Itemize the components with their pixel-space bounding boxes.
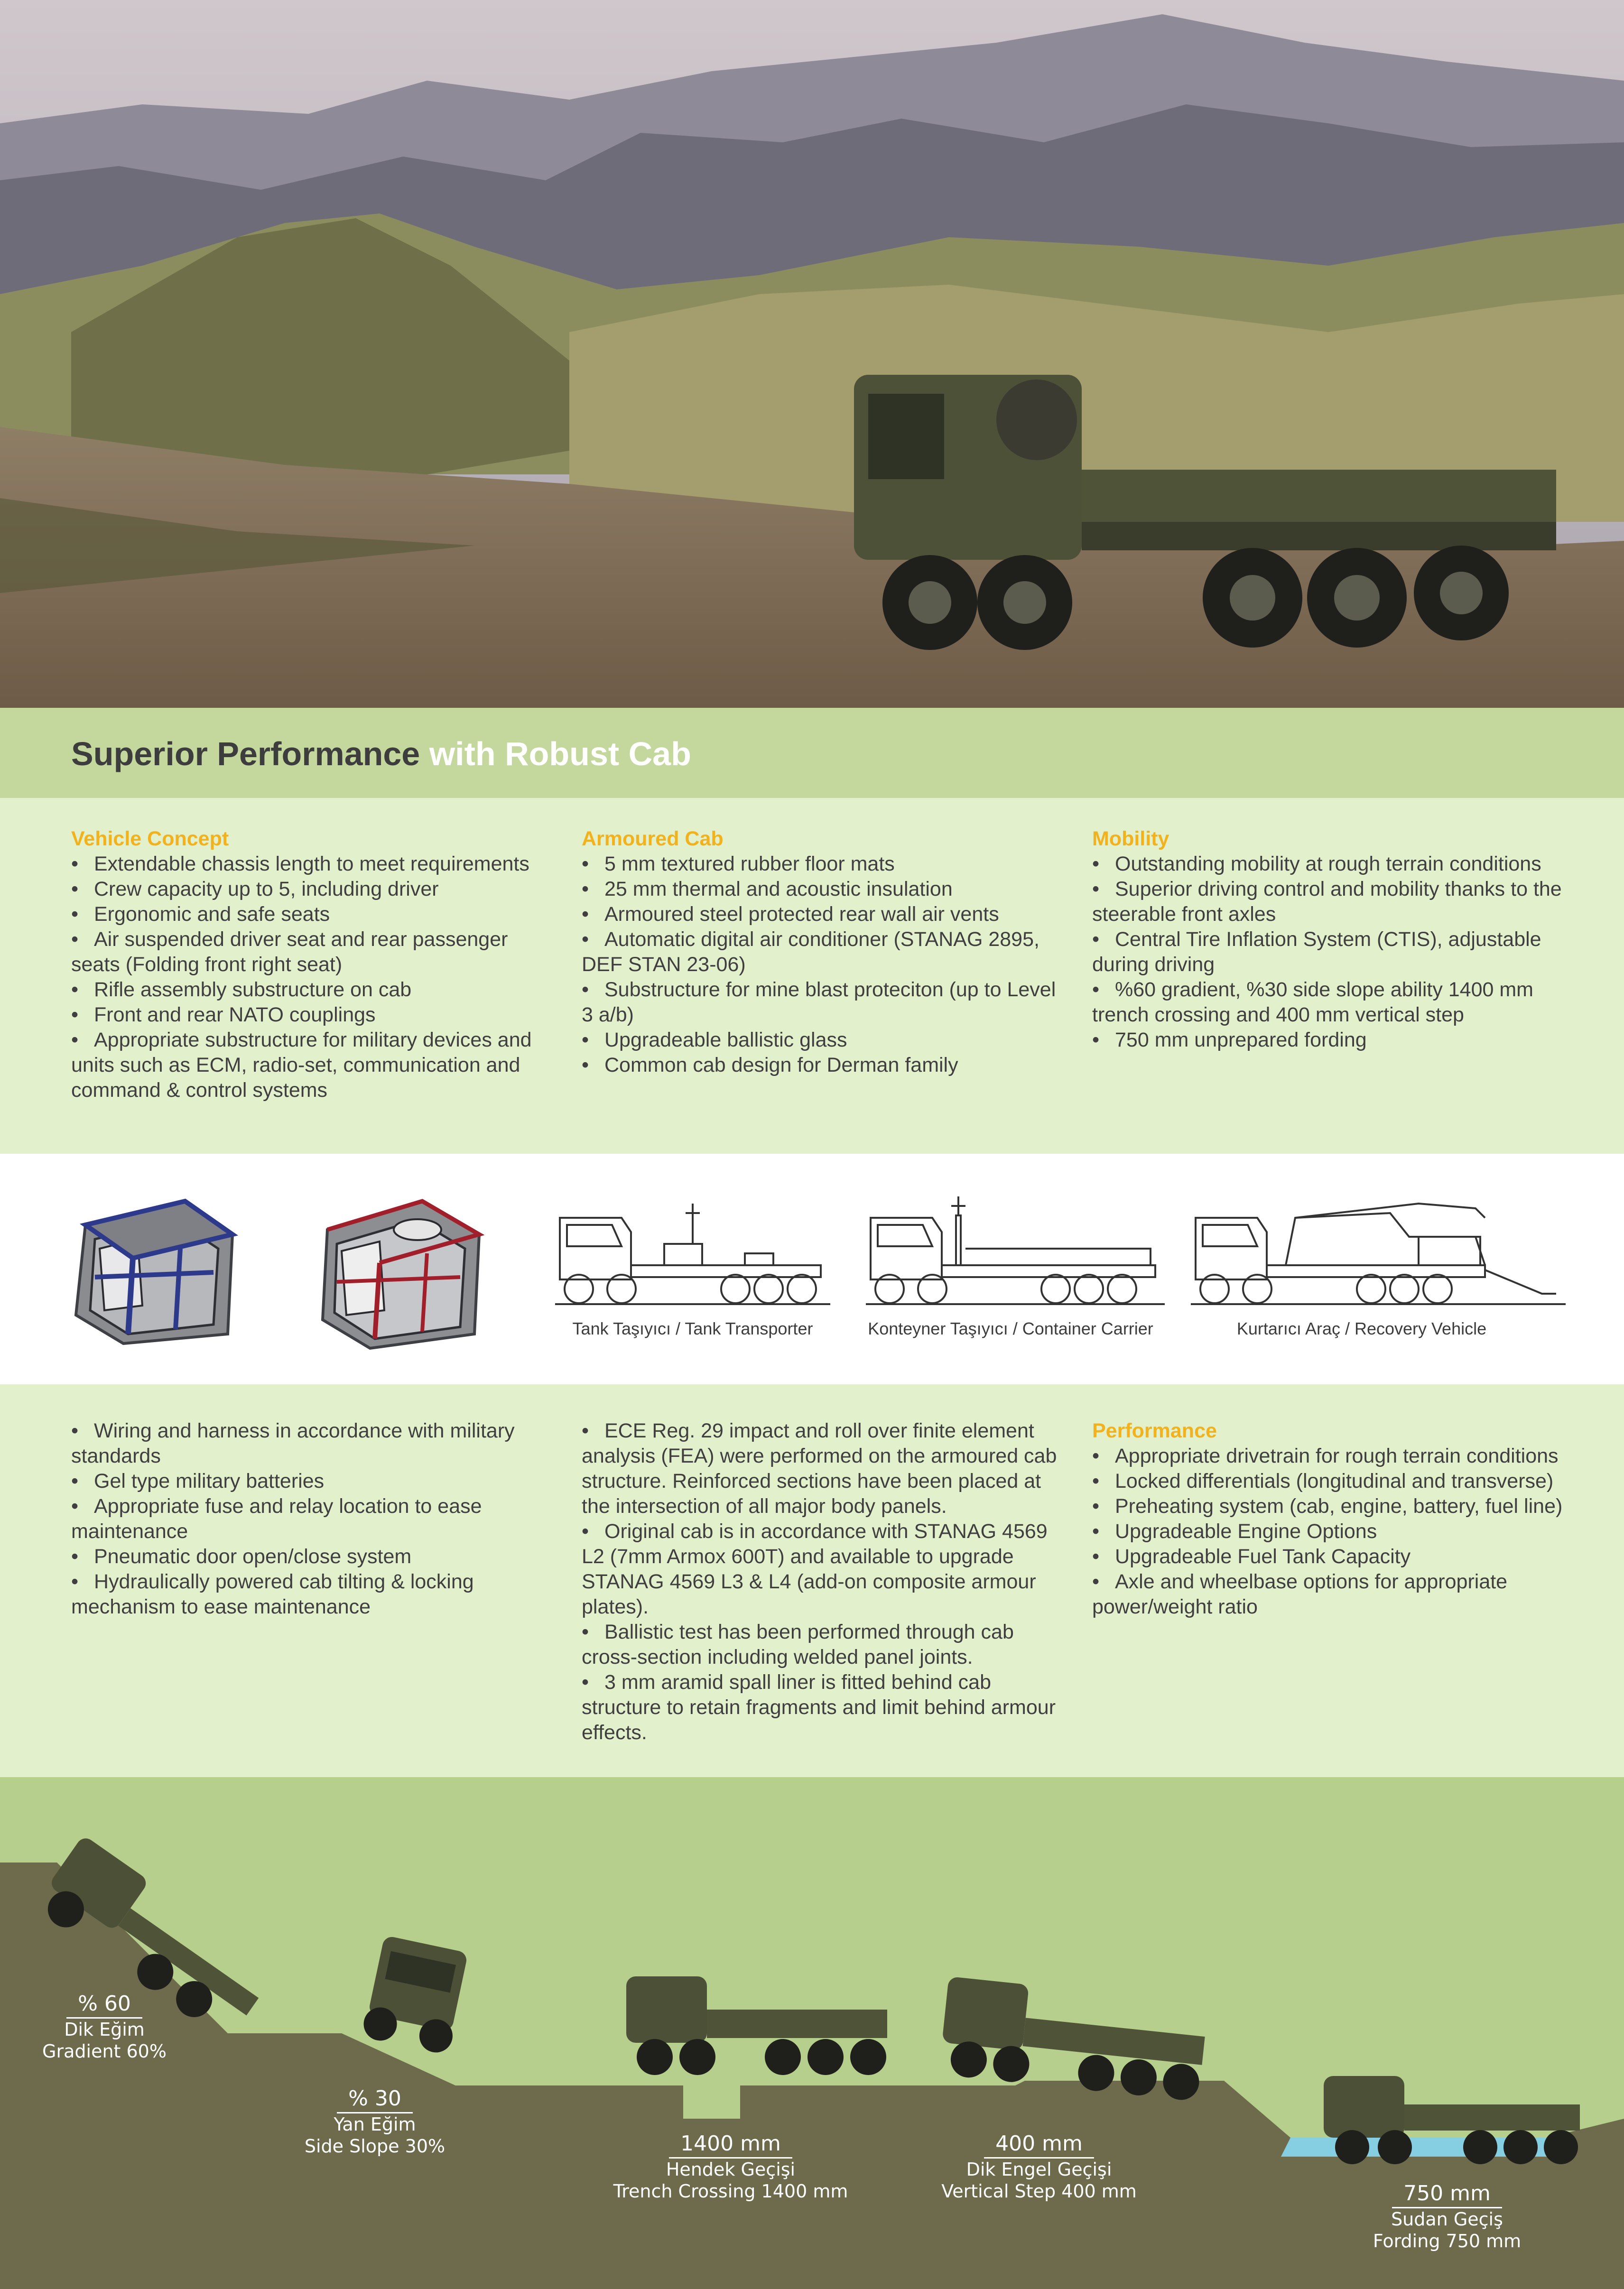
list-item: • Central Tire Inflation System (CTIS), adjustable during driving bbox=[1092, 928, 1541, 976]
title-part-1: Superior Performance bbox=[71, 735, 420, 772]
trench-crossing-label: 1400 mm Hendek Geçişi Trench Crossing 1400 mm bbox=[613, 2131, 848, 2202]
column-protection bbox=[582, 1418, 1062, 1745]
list-item: • Pneumatic door open/close system bbox=[71, 1545, 412, 1568]
list-item: • Wiring and harness in accordance with military standards bbox=[71, 1419, 515, 1467]
features-panel-bottom bbox=[0, 1384, 1624, 1777]
list-item: • %60 gradient, %30 side slope ability 1400 mm trench crossing and 400 mm vertical step bbox=[1092, 978, 1534, 1026]
column-heading: Performance bbox=[1092, 1419, 1217, 1442]
list-item: • Original cab is in accordance with STANAG 4569 L2 (7mm Armox 600T) and available to upgrade STANAG 4569 L3 & L4 (add-on composite armour plates). bbox=[582, 1520, 1048, 1618]
page-title bbox=[71, 732, 691, 775]
side-slope-label: % 30 Yan Eğim Side Slope 30% bbox=[304, 2086, 445, 2157]
container-carrier-drawing bbox=[866, 1192, 1165, 1313]
list-item: • Appropriate substructure for military devices and units such as ECM, radio-set, communication and command & control systems bbox=[71, 1029, 532, 1102]
list-item: • Outstanding mobility at rough terrain conditions bbox=[1092, 853, 1541, 875]
cab-frame-blue-image bbox=[66, 1192, 247, 1348]
fording-label: 750 mm Sudan Geçiş Fording 750 mm bbox=[1373, 2181, 1522, 2252]
list-item: • 5 mm textured rubber floor mats bbox=[582, 853, 895, 875]
column-armoured-cab bbox=[582, 826, 1062, 1078]
list-item: • Appropriate drivetrain for rough terrain conditions bbox=[1092, 1445, 1559, 1467]
column-performance bbox=[1092, 1418, 1572, 1620]
caption-recovery-vehicle: Kurtarıcı Araç / Recovery Vehicle bbox=[1236, 1319, 1487, 1338]
vertical-step-label: 400 mm Dik Engel Geçişi Vertical Step 400 mm bbox=[941, 2131, 1137, 2202]
list-item: • Preheating system (cab, engine, battery, fuel line) bbox=[1092, 1495, 1563, 1518]
list-item: • Rifle assembly substructure on cab bbox=[71, 978, 412, 1001]
column-electrical bbox=[71, 1418, 551, 1620]
list-item: • Substructure for mine blast proteciton (up to Level 3 a/b) bbox=[582, 978, 1056, 1026]
tank-transporter-drawing bbox=[555, 1199, 830, 1313]
gradient-label: % 60 Dik Eğim Gradient 60% bbox=[42, 1992, 167, 2062]
title-band bbox=[0, 708, 1624, 798]
hero-photo bbox=[0, 0, 1624, 708]
caption-tank-transporter: Tank Taşıyıcı / Tank Transporter bbox=[572, 1319, 813, 1338]
list-item: • Front and rear NATO couplings bbox=[71, 1003, 376, 1026]
features-panel-top bbox=[0, 798, 1624, 1154]
list-item: • Ballistic test has been performed through cab cross-section including welded panel joints. bbox=[582, 1621, 1014, 1668]
recovery-vehicle-drawing bbox=[1191, 1199, 1566, 1313]
list-item: • Hydraulically powered cab tilting & locking mechanism to ease maintenance bbox=[71, 1570, 474, 1618]
list-item: • Gel type military batteries bbox=[71, 1470, 325, 1492]
list-item: • 25 mm thermal and acoustic insulation bbox=[582, 878, 953, 900]
list-item: • 750 mm unprepared fording bbox=[1092, 1029, 1367, 1051]
list-item: • Upgradeable Fuel Tank Capacity bbox=[1092, 1545, 1411, 1568]
list-item: • ECE Reg. 29 impact and roll over finite element analysis (FEA) were performed on the armoured cab structure. Reinforced sections have been placed at the intersection of all major body panels. bbox=[582, 1419, 1057, 1518]
list-item: • Armoured steel protected rear wall air vents bbox=[582, 903, 999, 926]
list-item: • Upgradeable Engine Options bbox=[1092, 1520, 1377, 1543]
caption-container-carrier: Konteyner Taşıyıcı / Container Carrier bbox=[868, 1319, 1153, 1338]
list-item: • Appropriate fuse and relay location to ease maintenance bbox=[71, 1495, 482, 1543]
title-part-2: with Robust Cab bbox=[429, 735, 691, 772]
terrain-capabilities bbox=[0, 1777, 1624, 2289]
list-item: • Automatic digital air conditioner (STANAG 2895, DEF STAN 23-06) bbox=[582, 928, 1039, 976]
list-item: • Common cab design for Derman family bbox=[582, 1054, 958, 1076]
column-vehicle-concept bbox=[71, 826, 551, 1103]
list-item: • Axle and wheelbase options for appropriate power/weight ratio bbox=[1092, 1570, 1508, 1618]
list-item: • Extendable chassis length to meet requirements bbox=[71, 853, 529, 875]
list-item: • Upgradeable ballistic glass bbox=[582, 1029, 847, 1051]
list-item: • 3 mm aramid spall liner is fitted behind cab structure to retain fragments and limit behind armour effects. bbox=[582, 1671, 1056, 1744]
list-item: • Locked differentials (longitudinal and transverse) bbox=[1092, 1470, 1554, 1492]
column-heading: Mobility bbox=[1092, 827, 1169, 850]
list-item: • Superior driving control and mobility thanks to the steerable front axles bbox=[1092, 878, 1562, 926]
list-item: • Air suspended driver seat and rear passenger seats (Folding front right seat) bbox=[71, 928, 508, 976]
column-heading: Vehicle Concept bbox=[71, 827, 229, 850]
list-item: • Crew capacity up to 5, including driver bbox=[71, 878, 439, 900]
list-item: • Ergonomic and safe seats bbox=[71, 903, 330, 926]
column-mobility bbox=[1092, 826, 1572, 1053]
column-heading: Armoured Cab bbox=[582, 827, 724, 850]
cab-frame-red-image bbox=[313, 1192, 493, 1353]
technical-drawings bbox=[0, 1154, 1624, 1384]
